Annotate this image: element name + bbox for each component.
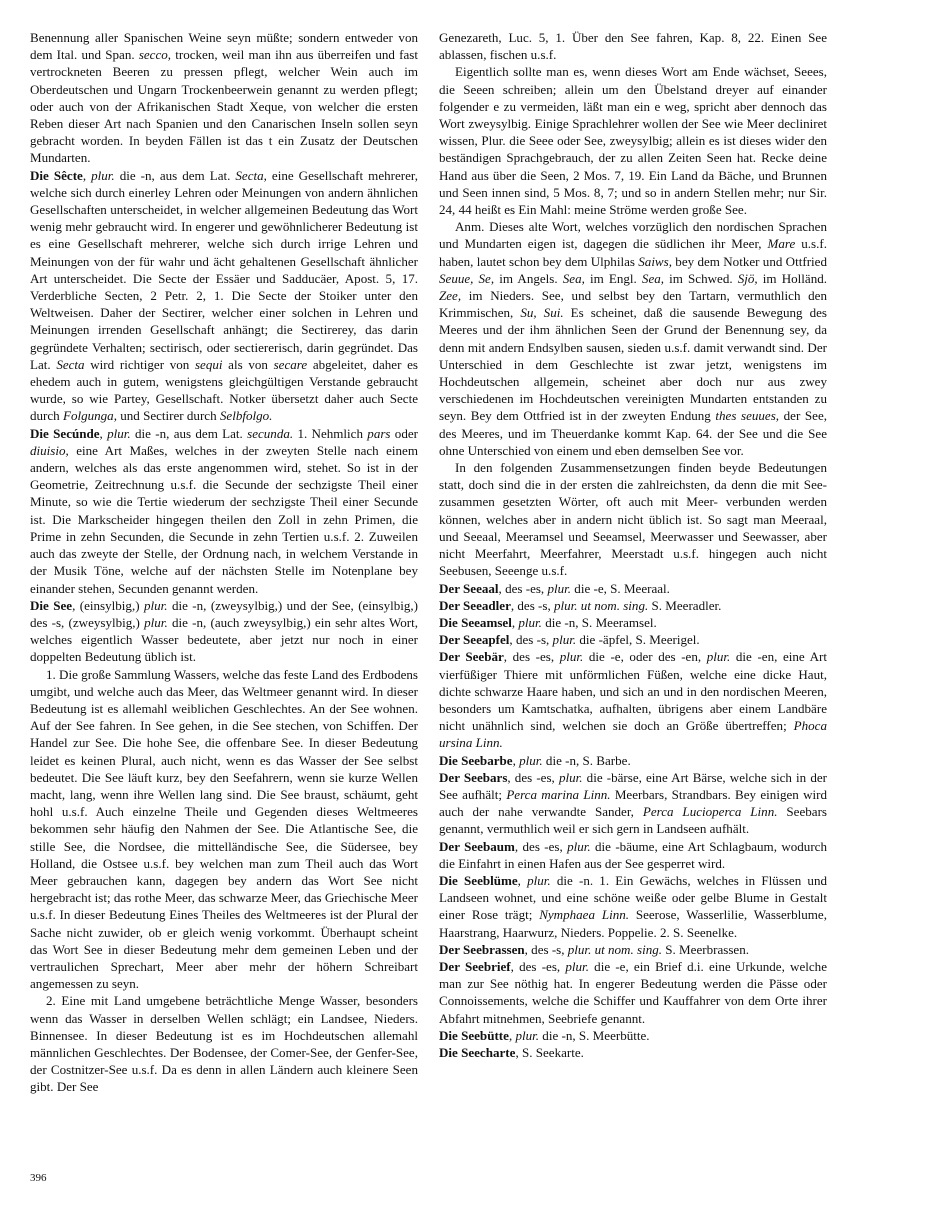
text-run: , des -s, [510,597,554,613]
italic-term: Mare [767,236,796,252]
dictionary-entry [30,597,418,666]
paragraph [439,63,827,218]
italic-term: Sea, [562,270,585,286]
headword: Der Seebaum [439,838,515,854]
dictionary-entry [439,872,827,941]
text-run: die -n, S. Barbe. [542,752,631,768]
italic-term: Sea, [641,270,665,286]
text-run: die -n, (auch zweysylbig,) ein sehr altes Wort, welches eigentlich Wasser bedeutete, aber jetzt nur noch in einer doppelten Bedeutung üblich ist. [30,614,418,665]
text-run: , S. Seekarte. [515,1044,584,1060]
paragraph [439,29,827,63]
text-run: , des -s, [524,941,568,957]
paragraph [439,459,827,579]
italic-term: thes seuues, [715,408,780,424]
text-run: die -n, aus dem Lat. [114,167,236,183]
text-run: die -n, aus dem Lat. [130,425,248,441]
italic-term: plur. [515,1027,540,1043]
italic-term: Phoca ursina Linn. [439,718,827,751]
italic-term: plur. [547,580,572,596]
dictionary-entry [30,425,418,597]
italic-term: plur. [567,838,591,854]
text-run: , des -es, [507,769,559,785]
text-run: Es scheinet, daß die sausende Bewegung des Meeres und der ihm ähnlichen Seen der Grund der Benennung sey, da denn mit andern Endsylben sausen, sieden u.s.f. damit verwandt sind. Der Unterschied in dem Geschlechte ist zwar jetzt, wenigstens im Hochdeutschen allgemein, scheinet aber doch nur aus zwey verschiedenen im Hochdeutschen vereinigten Mundarten entstanden zu seyn. Bey dem Ottfried ist in der zweyten Endung [439,305,827,424]
italic-term: Su, Sui. [520,305,564,321]
text-run: , des -es, [514,838,568,854]
text-run: Seerose, Wasserlilie, Wasserblume, Haarstrang, Haarwurz, Nieders. Poppelie. 2. S. Seenelke. [439,907,827,940]
headword: Die Sêcte [30,167,83,183]
text-run: die -en, eine Art vierfüßiger Thiere mit unförmlichen Füßen, welche eine dicke Haut, dichte schwarze Haare haben, und sich an und in den nordischen Meeren, besonders um Kamtschatka, aufhalten, übrigens aber einem Landbäre nicht unähnlich sind, welchen sie doch an Größe übertreffen; [439,649,827,734]
paragraph [30,29,418,167]
text-run: die -bäume, eine Art Schlagbaum, wodurch die Einfahrt in einen Hafen aus der See gesperret wird. [439,838,827,871]
text-run: eine Gesellschaft mehrerer, welche sich durch einerley Lehren oder Meinungen von andern ähnlichen Gesellschaften unterscheidet, in welcher allgemeinen Bedeutung das Wort wenig mehr gebraucht wird. In engerer und gewöhnlicherer Bedeutung ist es eine Gesellschaft mehrerer, welche sich durch irrige Lehren und Meinungen von der für wahr und ächt gehaltenen Gesellschaft ähnlicher Art unterscheidet. Die Secte der Essäer und Sadducäer, Apost. 5, 17. Verderbliche Secten, 2 Petr. 2, 1. Die Secte der Stoiker unter den Weltweisen. Daher der Sectirer, welcher einer solchen in Lehren und Meinungen irrenden Gesellschaft anhängt; die Sectirerey, das darin gegründete Verhalten; sectirisch, oder sectiererisch, darin gegründet. Das Lat. [30,167,418,372]
text-run: wird richtiger von [84,356,195,372]
text-run: die -n, S. Meerbütte. [539,1027,650,1043]
text-run: die -n. 1. Ein Gewächs, welches in Flüssen und Landseen wohnet, und eine schöne weiße oder gelbe Blume in Gestalt einer Rose trägt; [439,872,827,923]
dictionary-entry [30,167,418,425]
paragraph [30,666,418,993]
paragraph [439,218,827,459]
text-run: die -e, ein Brief d.i. eine Urkunde, welche man zur See nöthig hat. In engerer Bedeutung werden die Pässe oder Connoissements, welche die Schiffer und Kauffahrer von dem Orte ihrer Abfahrt mitnehmen, Seebriefe genannt. [439,958,827,1026]
italic-term: plur. [107,425,131,441]
italic-term: Secta, [235,167,267,183]
text-run: , [82,167,92,183]
text-run: die -e, S. Meeraal. [571,580,670,596]
italic-term: plur. [527,872,551,888]
text-run: bey dem Notker und Ottfried [671,253,827,269]
text-run: die -e, oder des -en, [583,649,707,665]
dictionary-entry [439,838,827,872]
headword: Die Secúnde [30,425,100,441]
text-run: Genezareth, Luc. 5, 1. Über den See fahren, Kap. 8, 22. Einen See ablassen, fischen u.s.f. [439,30,827,63]
headword: Die See [30,597,73,613]
headword: Die Seecharte [439,1044,516,1060]
text-run: abgeleitet, daher es ehedem auch in gutem, wenigstens gleichgültigen Verstande gebraucht wurde, so wie Partey, Gesellschaft. Notker übersetzt daher auch Secte durch [30,356,418,424]
text-run: 1. Nehmlich [293,425,368,441]
right-column [439,29,827,1061]
text-run: oder [390,425,418,441]
headword: Der Seeadler [439,597,511,613]
text-run: trocken, weil man ihn aus überreifen und fast vertrockneten Beeren zu pressen pflegt, welcher Wein auch im Oberdeutschen und Ungarn Trockenbeerwein genannt zu werden pflegt; oder auch von der Afrikanischen Stadt Xeque, von welcher die ersten Reben dieser Art nach Spanien und den Canarischen Inseln sollen seyn gebracht worden. In beyden Fällen ist das t ein Zusatz der Deutschen Mundarten. [30,47,418,166]
text-run: In den folgenden Zusammensetzungen finden beyde Bedeutungen statt, doch sind die in der ersten die zahlreichsten, da denn die mit See- zusammen gesetzten Wörter, oft auch mit Meer- verbunden werden können, welches aber in andern nicht üblich ist. So sagt man Meeraal, und Seeaal, Meeramsel und Seeamsel, Meerwasser und Seewasser, aber nicht Meerfahrt, Meerfahrer, Meerstadt u.s.f. hingegen auch nicht Seebusen, Seeenge u.s.f. [439,460,827,579]
italic-term: secunda. [247,425,294,441]
italic-term: Saiws, [638,253,672,269]
text-run: im Angels. [494,270,563,286]
dictionary-entry [439,1027,827,1044]
italic-term: plur. [552,632,577,648]
text-run: u.s.f. haben, lautet schon bey dem Ulphilas [439,236,827,269]
headword: Der Seebär [439,649,504,665]
text-run: die -n, S. Meeramsel. [541,614,657,630]
dictionary-entry [439,597,827,614]
italic-term: Perca marina Linn. [506,786,611,802]
italic-term: plur. [144,614,168,630]
text-run: 2. Eine mit Land umgebene beträchtliche Menge Wasser, besonders wenn das Wasser in derselben Wellen schlägt; ein Landsee, Nieders. Binnensee. In dieser Bedeutung ist es im Hochdeutschen allemahl männlichen Geschlechtes. Der Bodensee, der Comer-See, der Genfer-See, der Costnitzer-See u.s.f. Da es denn in allen Ländern auch kleinere Seen gibt. Der See [30,993,418,1095]
left-column [30,29,418,1096]
italic-term: plur. [558,769,583,785]
text-run: Anm. Dieses alte Wort, welches vorzüglich den nordischen Sprachen und Mundarten eigen ist, dagegen die südlichen ihr Meer, [439,219,827,252]
dictionary-entry [439,769,827,838]
text-run: 1. Die große Sammlung Wassers, welche das feste Land des Erdbodens umgibt, und welche auch das Meer, das Weltmeer genannt wird. In dieser Bedeutung ist es allemahl weiblichen Geschlechtes. An der See wohnen. Auf der See fahren. In See gehen, in die See stechen, von Schiffen. Der Handel zur See. Die hohe See, die offenbare See. In dieser Bedeutung leidet es keinen Plural, auch nicht, wenn es das Wasser der See selbst bedeutet. Die See läuft kurz, bey den Seefahrern, wenn sie kurze Wellen macht, lang, wenn ihre Wellen lang sind. Die See braust, schäumt, geht hohl u.s.f. Auch einzelne Theile und Gegenden dieses Weltmeeres bekommen sehr häufig den Nahmen der See. Die Atlantische See, die stille See, die Nordsee, die mittelländische See, die Südersee, bey Holland, die Ostsee u.s.f. bey welchen man zum Theil auch das Wort Meer gebrauchen kann, dagegen bey andern das Wort See nicht hergebracht ist; das rothe Meer, das schwarze Meer, das Griechische Meer u.s.f. In dieser Bedeutung Eines Theiles des Weltmeeres ist der Plural der Sache nicht zuwider, ob er gleich wenig vorkommt. Überhaupt scheint das Wort See in dieser Bedeutung mehr dem gemeinen Leben und der vertraulichen Sprechart, Meer aber mehr der höhern Schreibart angemessen zu seyn. [30,666,418,992]
italic-term: Selbfolgo. [219,408,273,424]
italic-term: plur. [559,649,584,665]
dictionary-entry [439,752,827,769]
paragraph [30,992,418,1095]
text-run: , des -es, [510,958,566,974]
headword: Der Seebrief [439,958,511,974]
text-run: , [512,752,520,768]
text-run: die -äpfel, S. Meerigel. [576,632,700,648]
text-run: , [508,1027,516,1043]
dictionary-entry [439,631,827,648]
italic-term: Folgunga, [62,408,117,424]
page-number: 396 [30,1172,47,1184]
text-run: , des -s, [509,632,553,648]
dictionary-entry [439,941,827,958]
headword: Der Seeaal [439,580,499,596]
text-run: Benennung aller Spanischen Weine seyn müßte; sondern entweder von dem Ital. und Span. [30,30,418,63]
text-run: , [517,872,528,888]
italic-term: plur. [565,958,589,974]
italic-term: plur. [706,649,731,665]
italic-term: secco, [138,47,172,63]
italic-term: plur. [143,597,168,613]
text-run: Meerbars, Strandbars. Bey einigen wird auch der nahe verwandte Sander, [439,786,828,820]
text-run: , [511,614,519,630]
headword: Die Seeblüme [439,872,518,888]
italic-term: plur. [91,167,115,183]
text-run: S. Meeradler. [648,597,722,613]
italic-term: plur. ut nom. sing. [567,941,663,957]
italic-term: secare [273,356,308,372]
italic-term: Seuue, Se, [439,270,495,286]
italic-term: pars [367,425,391,441]
text-run: die -bärse, eine Art Bärse, welche sich in der See aufhält; [439,769,827,802]
text-run: S. Meerbrassen. [662,941,749,957]
italic-term: plur. [519,752,543,768]
text-run: die -n, (zweysylbig,) und der See, (einsylbig,) des -s, (zweysylbig,) [30,597,418,630]
text-run: der See, des Meeres, und im Theuerdanke kommt Kap. 64. der See und die See ohne Unterschied von einem und eben demselben See vor. [439,408,827,458]
italic-term: sequi [194,356,223,372]
headword: Der Seeapfel [439,632,510,648]
text-run: als von [222,356,274,372]
headword: Der Seebrassen [439,941,525,957]
text-run: , [99,425,108,441]
dictionary-entry [439,614,827,631]
text-run: , des -es, [503,649,560,665]
text-run: im Schwed. [664,270,738,286]
headword: Die Seebarbe [439,752,513,768]
italic-term: plur. ut nom. sing. [553,597,649,613]
text-run: Eigentlich sollte man es, wenn dieses Wort am Ende wächset, Seees, die Seeen schreiben; allein um den Übelstand dreyer auf einander folgender e zu vermeiden, läßt man ein e weg, spricht aber dennoch das Wort zweysylbig. Einige Sprachlehrer wollen der See wie Meer decliniret wissen, Plur. die Seee oder See, zweysylbig; allein es ist dieses wider den beständigen Sprachgebrauch, der zu allen Zeiten Seen hat. Recke deine Hand aus über die Seen, 2 Mos. 7, 19. Ein Land da Bäche, und Brunnen und Seen innen sind, 5 Mos. 8, 7; und so in andern Stellen mehr; nur Sir. 24, 44 heißt es Ein Mahl: meine Ströme werden große See. [439,64,827,218]
text-run: und Sectirer durch [116,408,220,424]
italic-term: Secta [56,356,85,372]
headword: Die Seeamsel [439,614,512,630]
italic-term: Nymphaea Linn. [539,907,630,923]
italic-term: Perca Lucioperca Linn. [642,804,778,820]
text-run: Seebars genannt, vermuthlich weil er sich gern in Landseen aufhält. [439,804,827,837]
italic-term: Sjö, [737,270,758,286]
italic-term: plur. [518,614,542,630]
italic-term: Zee, [439,288,462,304]
text-run: , (einsylbig,) [72,597,144,613]
text-run: im Holländ. [757,270,827,286]
text-run: im Engl. [584,270,642,286]
italic-term: diuisio, [30,442,69,458]
text-run: , des -es, [498,580,548,596]
dictionary-entry [439,580,827,597]
text-run: im Nieders. See, und selbst bey den Tartarn, vermuthlich den Krimmischen, [439,288,827,321]
headword: Die Seebütte [439,1027,509,1043]
dictionary-entry [439,958,827,1027]
dictionary-entry [439,648,827,751]
headword: Der Seebars [439,769,508,785]
text-run: eine Art Maßes, welches in der zweyten Stelle nach einem andern, welches als das erste angenommen wird, stehet. So ist in der Geometrie, Zeitrechnung u.s.f. die Secunde der sechzigste Theil einer Minute, so wie die Tertie wiederum der sechzigste Theil einer Secunde ist. Die Markscheider hingegen theilen den Zoll in zehn Primen, die Prime in zehn Secunden, die Secunde in zehn Tertien u.s.f. 2. Zuweilen auch das zweyte der Stelle, der Ordnung nach, in welchem Verstande in der Musik Töne, welche auf der nächsten Stelle im Notenplane bey einander stehen, Secunden genannt werden. [30,442,418,596]
dictionary-entry [439,1044,827,1061]
dictionary-page [30,29,907,1181]
